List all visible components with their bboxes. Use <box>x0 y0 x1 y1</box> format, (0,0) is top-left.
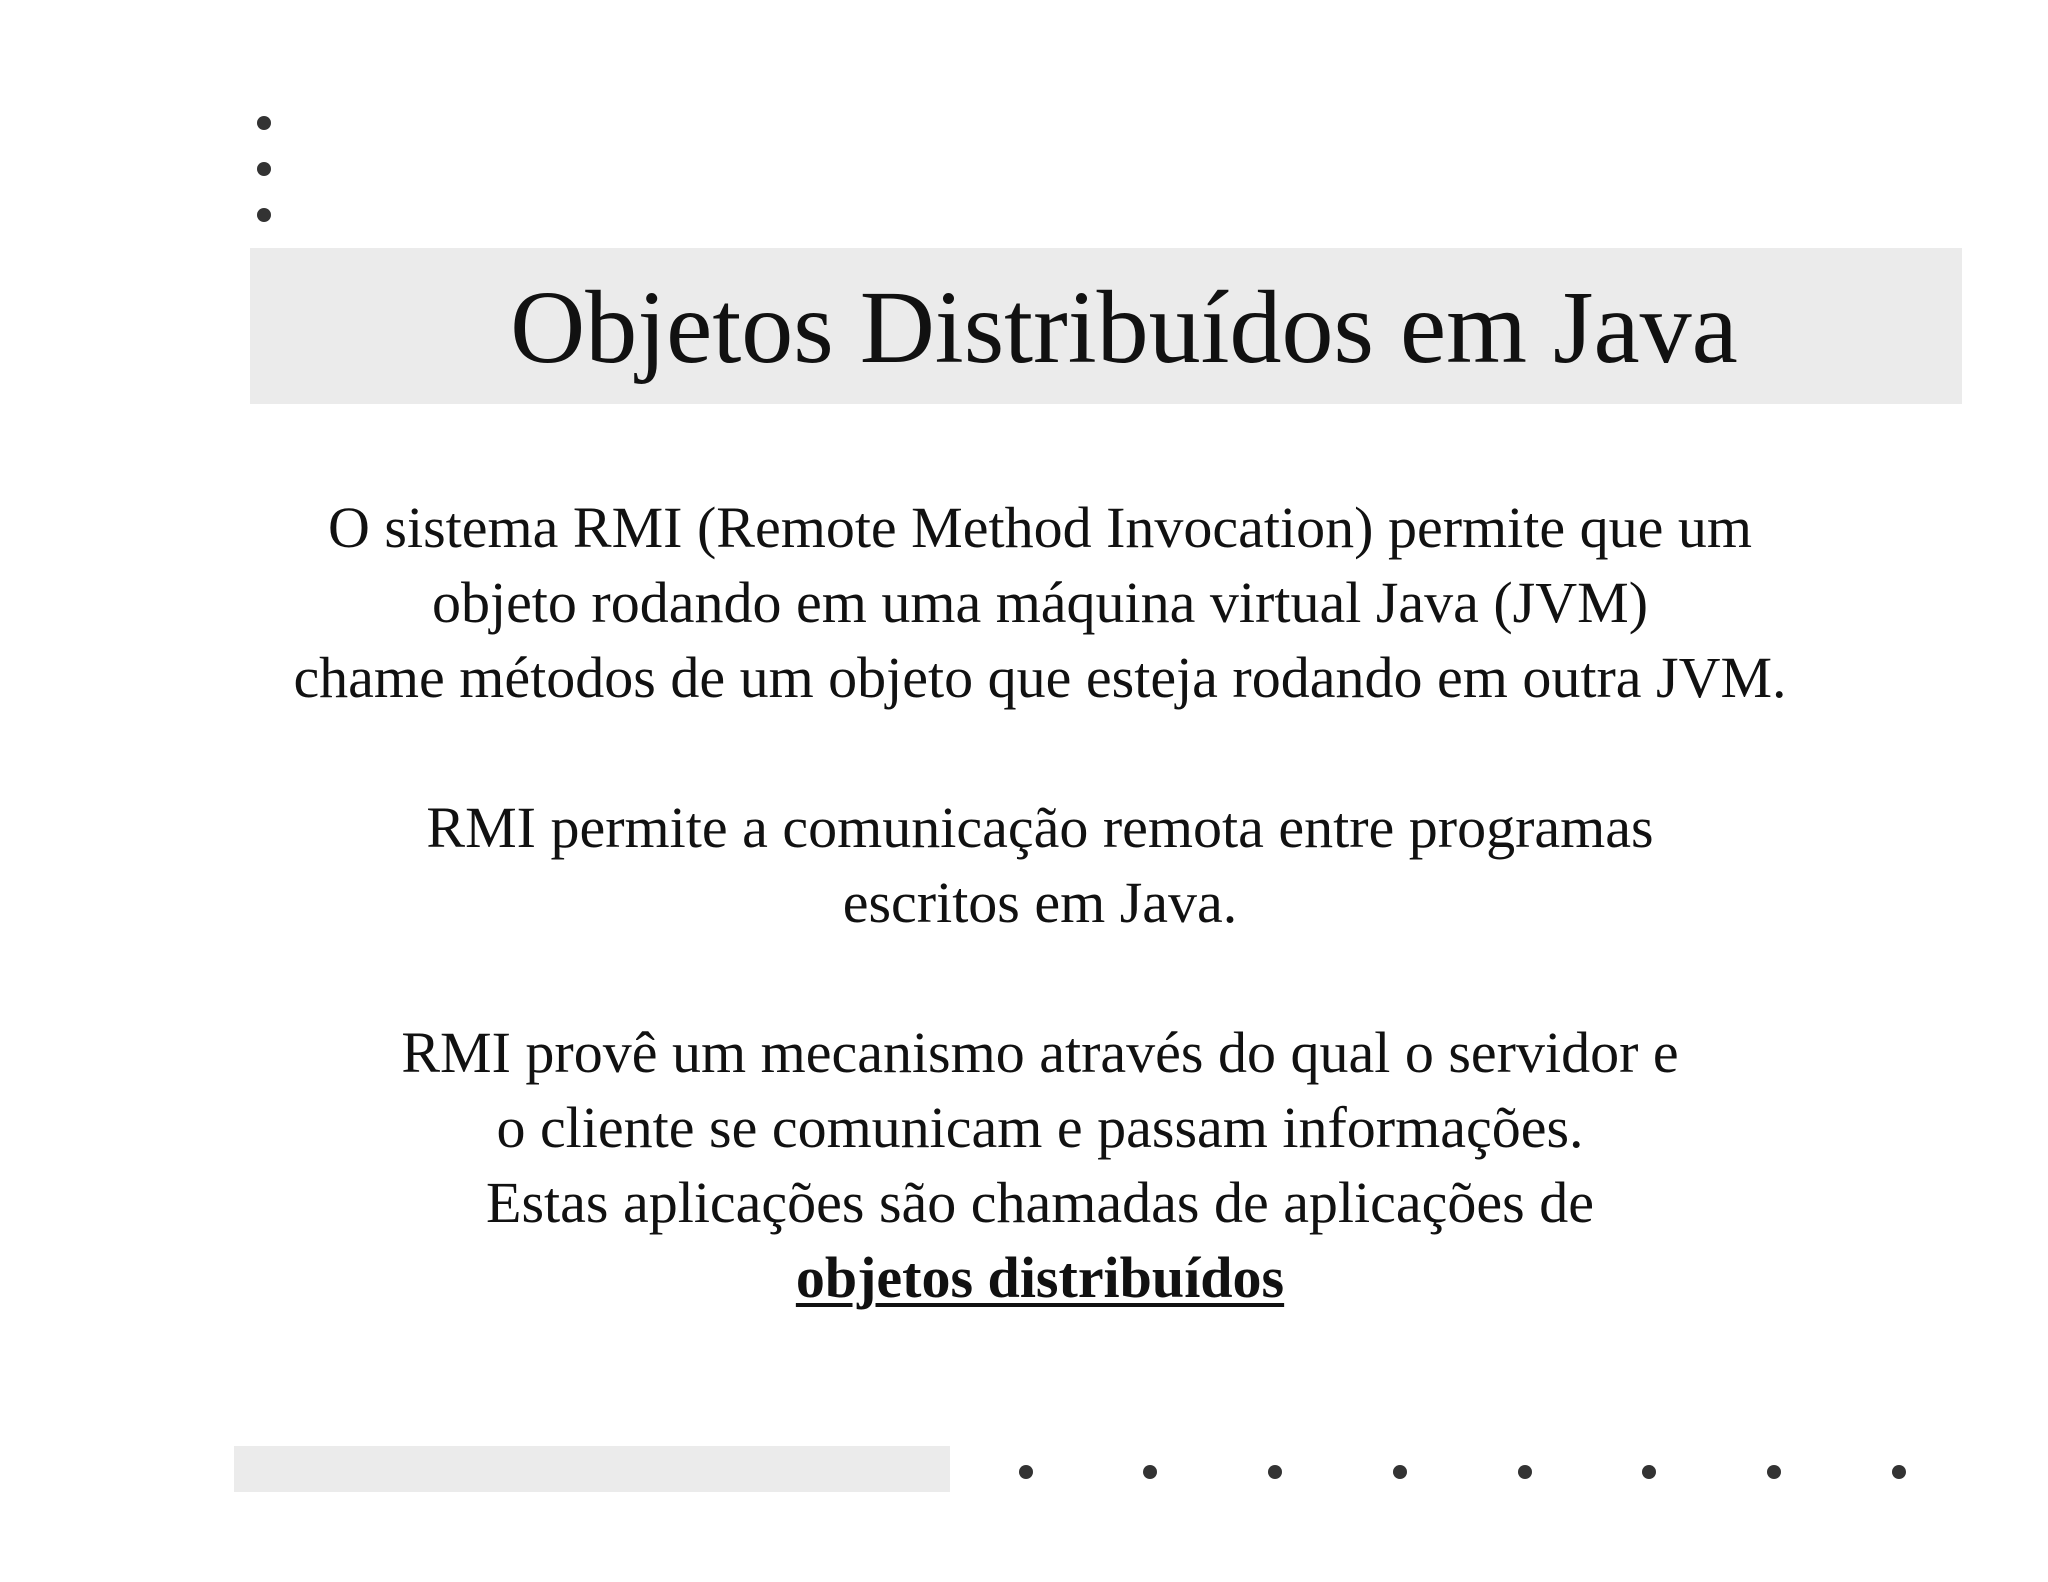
paragraph-rmi-mechanism <box>150 1015 1930 1315</box>
paragraph-line: Estas aplicações são chamadas de aplicações de <box>486 1170 1594 1235</box>
paragraph-line: RMI permite a comunicação remota entre programas <box>426 795 1654 860</box>
decor-dot-horizontal-5 <box>1518 1465 1532 1479</box>
decor-dot-horizontal-4 <box>1393 1465 1407 1479</box>
decor-dot-horizontal-7 <box>1767 1465 1781 1479</box>
decor-dot-horizontal-2 <box>1143 1465 1157 1479</box>
decor-dot-horizontal-8 <box>1892 1465 1906 1479</box>
slide-title: Objetos Distribuídos em Java <box>510 270 1738 385</box>
decor-dot-horizontal-3 <box>1268 1465 1282 1479</box>
paragraph-line: escritos em Java. <box>842 870 1238 935</box>
paragraph-line: o cliente se comunicam e passam informações. <box>496 1095 1584 1160</box>
emphasis-distributed-objects: objetos distribuídos <box>795 1245 1285 1310</box>
slide-body <box>150 490 1930 1390</box>
decor-dot-horizontal-6 <box>1642 1465 1656 1479</box>
paragraph-line: objeto rodando em uma máquina virtual Java (JVM) <box>431 570 1649 635</box>
footer-band <box>234 1446 950 1492</box>
decor-dot-vertical-1 <box>257 116 271 130</box>
decor-dot-vertical-2 <box>257 162 271 176</box>
paragraph-line-emphasis <box>150 1240 1930 1315</box>
paragraph-line: chame métodos de um objeto que esteja rodando em outra JVM. <box>293 645 1787 710</box>
paragraph-rmi-definition <box>150 490 1930 715</box>
decor-dot-vertical-3 <box>257 208 271 222</box>
paragraph-rmi-communication <box>150 790 1930 940</box>
paragraph-line: O sistema RMI (Remote Method Invocation) permite que um <box>328 495 1752 560</box>
paragraph-line: RMI provê um mecanismo através do qual o servidor e <box>401 1020 1679 1085</box>
decor-dot-horizontal-1 <box>1019 1465 1033 1479</box>
